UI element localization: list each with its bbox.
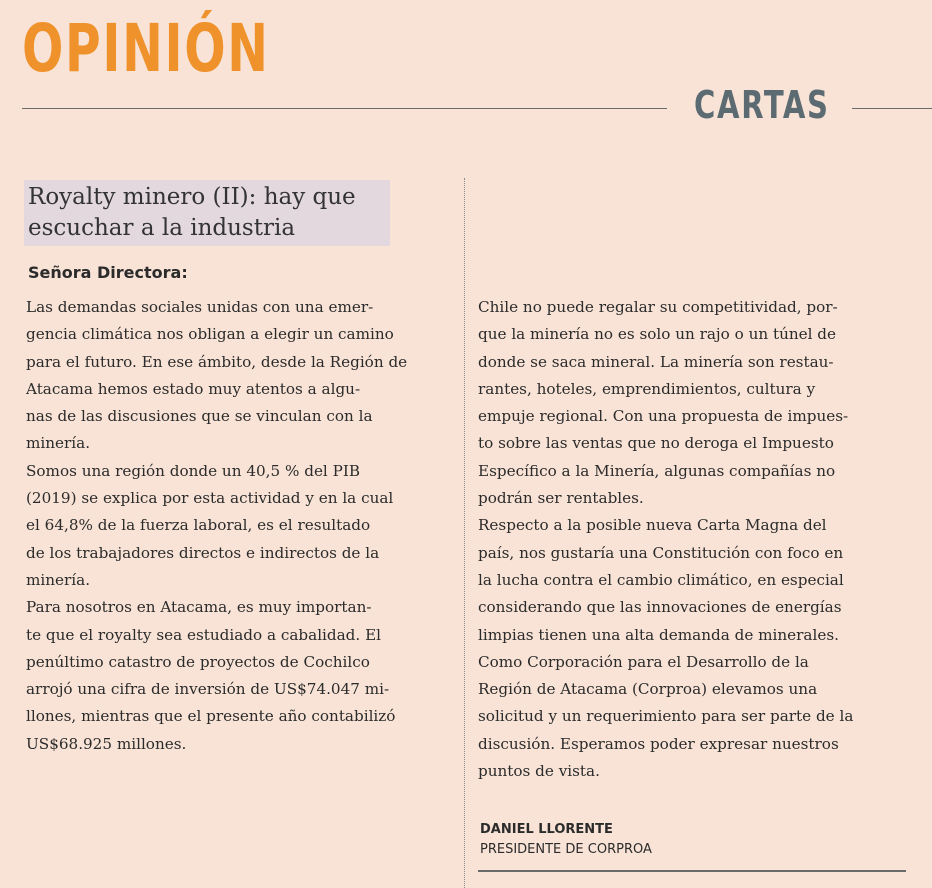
body-line: de los trabajadores directos e indirectos de la bbox=[26, 543, 380, 562]
body-line: Somos una región donde un 40,5 % del PIB bbox=[26, 461, 360, 480]
headline-line: Royalty minero (II): hay que bbox=[28, 184, 356, 210]
body-line: limpias tienen una alta demanda de minerales. bbox=[478, 625, 839, 644]
body-line: minería. bbox=[26, 434, 91, 453]
body-line: Las demandas sociales unidas con una emer- bbox=[26, 298, 374, 316]
body-line: Atacama hemos estado muy atentos a algu- bbox=[26, 379, 361, 398]
body-line: que la minería no es solo un rajo o un túnel de bbox=[478, 325, 837, 344]
body-line: Región de Atacama (Corproa) elevamos una bbox=[478, 680, 818, 699]
body-line: rantes, hoteles, emprendimientos, cultura y bbox=[478, 379, 816, 398]
body-line: podrán ser rentables. bbox=[478, 489, 644, 508]
body-line: Para nosotros en Atacama, es muy importan- bbox=[26, 598, 372, 617]
body-line: Específico a la Minería, algunas compañías no bbox=[478, 461, 836, 480]
body-line: Como Corporación para el Desarrollo de la bbox=[478, 652, 809, 671]
letter-body-left-column bbox=[26, 294, 456, 758]
body-line: la lucha contra el cambio climático, en especial bbox=[478, 570, 844, 589]
body-line: US$68.925 millones. bbox=[26, 734, 187, 753]
body-line: empuje regional. Con una propuesta de impues- bbox=[478, 407, 849, 426]
body-line: país, nos gustaría una Constitución con foco en bbox=[478, 543, 844, 562]
body-line: penúltimo catastro de proyectos de Cochilco bbox=[26, 652, 370, 671]
body-line: solicitud y un requerimiento para ser parte de la bbox=[478, 707, 854, 726]
body-line: to sobre las ventas que no deroga el Impuesto bbox=[478, 434, 834, 453]
letter-headline bbox=[24, 180, 390, 246]
body-line: Chile no puede regalar su competitividad, por- bbox=[478, 298, 838, 316]
signature-rule bbox=[478, 870, 906, 872]
body-line: discusión. Esperamos poder expresar nuestros bbox=[478, 734, 839, 753]
headline-line: escuchar a la industria bbox=[28, 215, 296, 241]
body-line: puntos de vista. bbox=[478, 762, 600, 781]
column-divider bbox=[464, 178, 465, 888]
signature-role: PRESIDENTE DE CORPROA bbox=[480, 842, 652, 857]
body-line: para el futuro. En ese ámbito, desde la Región de bbox=[26, 352, 408, 371]
body-line: gencia climática nos obligan a elegir un camino bbox=[26, 325, 394, 344]
signature-name: DANIEL LLORENTE bbox=[480, 822, 613, 837]
body-line: (2019) se explica por esta actividad y en la cual bbox=[26, 489, 394, 508]
body-line: minería. bbox=[26, 570, 91, 589]
subsection-title: CARTAS bbox=[694, 83, 830, 127]
body-line: nas de las discusiones que se vinculan con la bbox=[26, 407, 373, 426]
letter-body-right-column bbox=[478, 294, 908, 785]
body-line: el 64,8% de la fuerza laboral, es el resultado bbox=[26, 516, 371, 535]
body-line: te que el royalty sea estudiado a cabalidad. El bbox=[26, 625, 382, 644]
body-line: Respecto a la posible nueva Carta Magna del bbox=[478, 516, 827, 535]
body-line: llones, mientras que el presente año contabilizó bbox=[26, 707, 396, 726]
section-title: OPINIÓN bbox=[22, 10, 270, 87]
salutation: Señora Directora: bbox=[28, 263, 188, 282]
header-rule-right bbox=[852, 108, 932, 109]
body-line: donde se saca mineral. La minería son restau- bbox=[478, 352, 834, 371]
header-rule-left bbox=[22, 108, 667, 109]
body-line: arrojó una cifra de inversión de US$74.047 mi- bbox=[26, 680, 390, 699]
body-line: considerando que las innovaciones de energías bbox=[478, 598, 842, 617]
